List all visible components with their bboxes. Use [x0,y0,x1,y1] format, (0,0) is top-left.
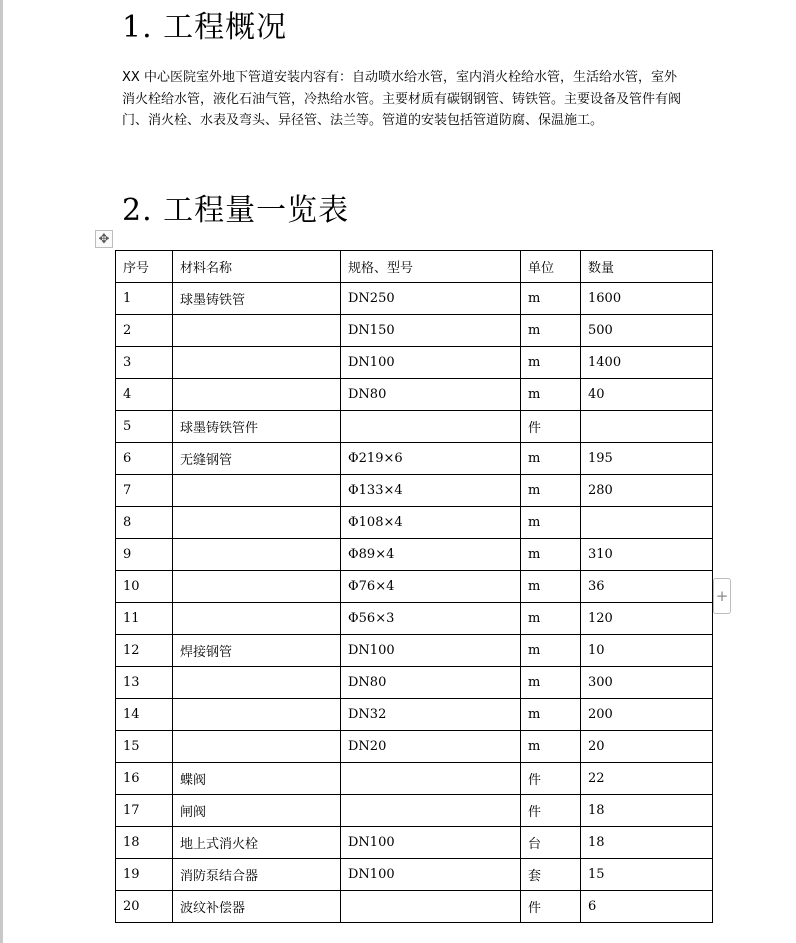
cell-material-name[interactable]: 蝶阀 [173,763,341,795]
cell-spec-model[interactable]: DN250 [341,283,521,315]
table-row [116,859,713,891]
cell-quantity[interactable]: 1400 [581,347,713,379]
cell-quantity[interactable]: 18 [581,795,713,827]
add-column-button[interactable] [713,578,731,614]
table-row [116,699,713,731]
cell-spec-model[interactable]: Φ108×4 [341,507,521,539]
cell-index[interactable]: 1 [116,283,173,315]
cell-material-name[interactable]: 地上式消火栓 [173,827,341,859]
cell-quantity[interactable]: 310 [581,539,713,571]
quantity-table [115,250,713,923]
page-left-edge [0,0,3,943]
cell-index[interactable]: 10 [116,571,173,603]
header-unit: 单位 [521,251,581,283]
cell-unit[interactable]: 件 [521,795,581,827]
cell-index[interactable]: 4 [116,379,173,411]
cell-spec-model[interactable]: DN100 [341,859,521,891]
cell-unit[interactable]: m [521,443,581,475]
cell-material-name[interactable]: 球墨铸铁管件 [173,411,341,443]
cell-spec-model[interactable]: DN100 [341,635,521,667]
cell-index[interactable]: 20 [116,891,173,923]
cell-spec-model[interactable] [341,795,521,827]
table-row [116,347,713,379]
cell-index[interactable]: 2 [116,315,173,347]
cell-material-name[interactable]: 闸阀 [173,795,341,827]
move-arrows-icon: ✥ [98,231,110,247]
cell-quantity[interactable]: 195 [581,443,713,475]
cell-unit[interactable]: 套 [521,859,581,891]
cell-unit[interactable]: 台 [521,827,581,859]
cell-quantity[interactable]: 500 [581,315,713,347]
cell-quantity[interactable]: 40 [581,379,713,411]
cell-quantity[interactable]: 300 [581,667,713,699]
table-row [116,315,713,347]
cell-spec-model[interactable]: DN100 [341,347,521,379]
cell-material-name[interactable] [173,379,341,411]
cell-material-name[interactable] [173,571,341,603]
cell-index[interactable]: 9 [116,539,173,571]
cell-index[interactable]: 18 [116,827,173,859]
cell-index[interactable]: 13 [116,667,173,699]
table-row [116,795,713,827]
table-row [116,539,713,571]
cell-spec-model[interactable]: Φ219×6 [341,443,521,475]
header-spec-model: 规格、型号 [341,251,521,283]
table-row [116,603,713,635]
cell-material-name[interactable] [173,315,341,347]
table-row [116,571,713,603]
cell-unit[interactable]: 件 [521,891,581,923]
cell-spec-model[interactable]: DN32 [341,699,521,731]
table-row [116,635,713,667]
section-title-overview: 1. 工程概况 [122,10,288,45]
table-row [116,507,713,539]
cell-unit[interactable]: m [521,539,581,571]
cell-unit[interactable]: m [521,283,581,315]
cell-quantity[interactable]: 280 [581,475,713,507]
cell-quantity[interactable]: 20 [581,731,713,763]
cell-index[interactable]: 16 [116,763,173,795]
cell-spec-model[interactable]: DN150 [341,315,521,347]
cell-index[interactable]: 3 [116,347,173,379]
cell-quantity[interactable]: 36 [581,571,713,603]
cell-spec-model[interactable]: DN20 [341,731,521,763]
cell-quantity[interactable]: 6 [581,891,713,923]
plus-icon: + [715,587,729,605]
cell-unit[interactable]: m [521,635,581,667]
cell-material-name[interactable] [173,731,341,763]
cell-unit[interactable]: m [521,379,581,411]
cell-index[interactable]: 11 [116,603,173,635]
cell-material-name[interactable]: 无缝钢管 [173,443,341,475]
cell-material-name[interactable]: 球墨铸铁管 [173,283,341,315]
cell-index[interactable]: 12 [116,635,173,667]
cell-unit[interactable]: m [521,315,581,347]
table-row [116,443,713,475]
cell-unit[interactable]: m [521,347,581,379]
cell-index[interactable]: 19 [116,859,173,891]
cell-material-name[interactable] [173,699,341,731]
cell-unit[interactable]: m [521,731,581,763]
cell-spec-model[interactable] [341,411,521,443]
cell-material-name[interactable] [173,347,341,379]
table-row [116,283,713,315]
table-row [116,379,713,411]
cell-spec-model[interactable]: DN100 [341,827,521,859]
cell-quantity[interactable] [581,411,713,443]
cell-quantity[interactable]: 18 [581,827,713,859]
cell-quantity[interactable]: 120 [581,603,713,635]
cell-unit[interactable]: m [521,571,581,603]
table-row [116,411,713,443]
header-quantity: 数量 [581,251,713,283]
cell-spec-model[interactable]: Φ133×4 [341,475,521,507]
cell-index[interactable]: 15 [116,731,173,763]
table-row [116,475,713,507]
cell-quantity[interactable] [581,507,713,539]
cell-material-name[interactable] [173,539,341,571]
cell-unit[interactable]: m [521,667,581,699]
cell-spec-model[interactable]: DN80 [341,667,521,699]
table-row [116,891,713,923]
overview-paragraph: XX 中心医院室外地下管道安装内容有：自动喷水给水管，室内消火栓给水管，生活给水管，室外消火栓给水管，液化石油气管，冷热给水管。主要材质有碳钢钢管、铸铁管。主要设备及管件有阀门、消火栓、水表及弯头、异径管、法兰等。管道的安装包括管道防腐、保温施工。 [122,70,682,128]
header-material-name: 材料名称 [173,251,341,283]
cell-index[interactable]: 17 [116,795,173,827]
cell-spec-model[interactable]: DN80 [341,379,521,411]
cell-material-name[interactable] [173,475,341,507]
section-title-quantity-table: 2. 工程量一览表 [122,193,350,228]
cell-unit[interactable]: 件 [521,763,581,795]
cell-material-name[interactable]: 焊接钢管 [173,635,341,667]
table-row [116,731,713,763]
header-index: 序号 [116,251,173,283]
cell-spec-model[interactable] [341,763,521,795]
cell-material-name[interactable] [173,667,341,699]
cell-index[interactable]: 6 [116,443,173,475]
table-row [116,827,713,859]
table-row [116,667,713,699]
cell-unit[interactable]: m [521,475,581,507]
cell-index[interactable]: 8 [116,507,173,539]
cell-index[interactable]: 14 [116,699,173,731]
table-move-handle[interactable] [95,230,113,248]
cell-index[interactable]: 7 [116,475,173,507]
cell-unit[interactable]: m [521,699,581,731]
cell-quantity[interactable]: 22 [581,763,713,795]
cell-quantity[interactable]: 10 [581,635,713,667]
cell-material-name[interactable]: 消防泵结合器 [173,859,341,891]
table-header-row [116,251,713,283]
cell-material-name[interactable] [173,603,341,635]
cell-quantity[interactable]: 1600 [581,283,713,315]
cell-quantity[interactable]: 15 [581,859,713,891]
cell-spec-model[interactable]: Φ76×4 [341,571,521,603]
cell-material-name[interactable] [173,507,341,539]
cell-quantity[interactable]: 200 [581,699,713,731]
cell-unit[interactable]: m [521,507,581,539]
cell-unit[interactable]: 件 [521,411,581,443]
cell-spec-model[interactable]: Φ56×3 [341,603,521,635]
cell-index[interactable]: 5 [116,411,173,443]
table-row [116,763,713,795]
cell-spec-model[interactable] [341,891,521,923]
cell-spec-model[interactable]: Φ89×4 [341,539,521,571]
cell-unit[interactable]: m [521,603,581,635]
cell-material-name[interactable]: 波纹补偿器 [173,891,341,923]
